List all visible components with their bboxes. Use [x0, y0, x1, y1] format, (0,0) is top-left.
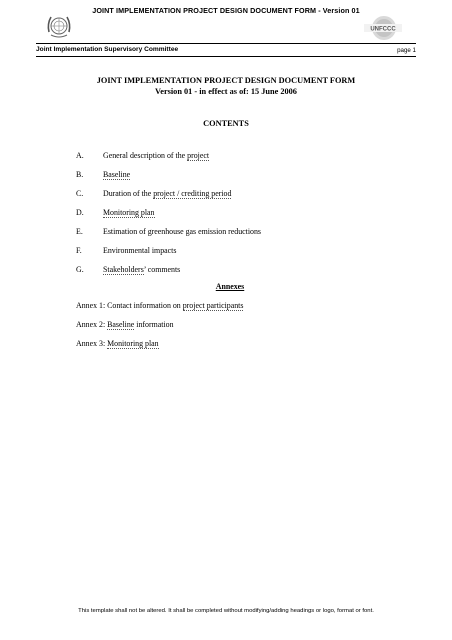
toc-text: Estimation of greenhouse gas emission reductions — [103, 227, 262, 236]
document-title-line1: JOINT IMPLEMENTATION PROJECT DESIGN DOCUMENT FORM — [96, 76, 356, 85]
contents-heading: CONTENTS — [203, 119, 249, 128]
toc-item-f[interactable] — [76, 246, 176, 255]
header-top-rule — [36, 43, 416, 44]
toc-text: Duration of the project / crediting period — [103, 189, 232, 198]
footer-note: This template shall not be altered. It shall be completed without modifying/adding headings or logo, format or font. — [78, 608, 374, 614]
document-title-line2: Version 01 - in effect as of: 15 June 2006 — [155, 87, 297, 96]
toc-letter: F. — [76, 246, 82, 255]
dotted-term: Monitoring plan — [107, 339, 159, 348]
toc-letter: D. — [76, 208, 84, 217]
annex-item-1[interactable]: Annex 1: Contact information on project participants — [76, 301, 244, 310]
toc-text: Stakeholders’ comments — [103, 265, 181, 274]
toc-text — [103, 170, 130, 179]
annex-item-3[interactable]: Annex 3: Monitoring plan — [76, 339, 159, 348]
dotted-term: project participants — [182, 301, 244, 310]
toc-letter: G. — [76, 265, 84, 274]
un-emblem-icon — [44, 12, 74, 42]
toc-item-a[interactable] — [76, 151, 209, 160]
toc-item-b[interactable] — [76, 170, 130, 179]
toc-text — [103, 208, 155, 217]
dotted-term: project — [187, 151, 210, 160]
annexes-heading: Annexes — [215, 282, 245, 291]
annex-item-2[interactable]: Annex 2: Baseline information — [76, 320, 174, 329]
dotted-term: project / crediting period — [153, 189, 232, 198]
toc-letter: A. — [76, 151, 84, 160]
unfccc-logo-icon — [360, 15, 406, 41]
toc-item-c[interactable] — [76, 189, 231, 198]
dotted-term: Stakeholders — [103, 265, 144, 274]
dotted-term: Baseline — [103, 170, 131, 179]
page-number: page 1 — [397, 47, 416, 54]
dotted-term: Baseline — [107, 320, 135, 329]
header-subtitle: Joint Implementation Supervisory Committee — [36, 46, 179, 53]
header-title: JOINT IMPLEMENTATION PROJECT DESIGN DOCUMENT FORM - Version 01 — [92, 6, 360, 15]
unfccc-logo-text: UNFCCC — [370, 26, 396, 33]
header-bottom-rule — [36, 56, 416, 57]
toc-item-g[interactable] — [76, 265, 180, 274]
document-title — [0, 75, 452, 97]
toc-item-d[interactable] — [76, 208, 155, 217]
toc-text: Environmental impacts — [103, 246, 177, 255]
toc-text: General description of the project — [103, 151, 210, 160]
dotted-term: Monitoring plan — [103, 208, 155, 217]
toc-letter: E. — [76, 227, 83, 236]
toc-item-e[interactable] — [76, 227, 261, 236]
toc-letter: B. — [76, 170, 84, 179]
toc-letter: C. — [76, 189, 84, 198]
